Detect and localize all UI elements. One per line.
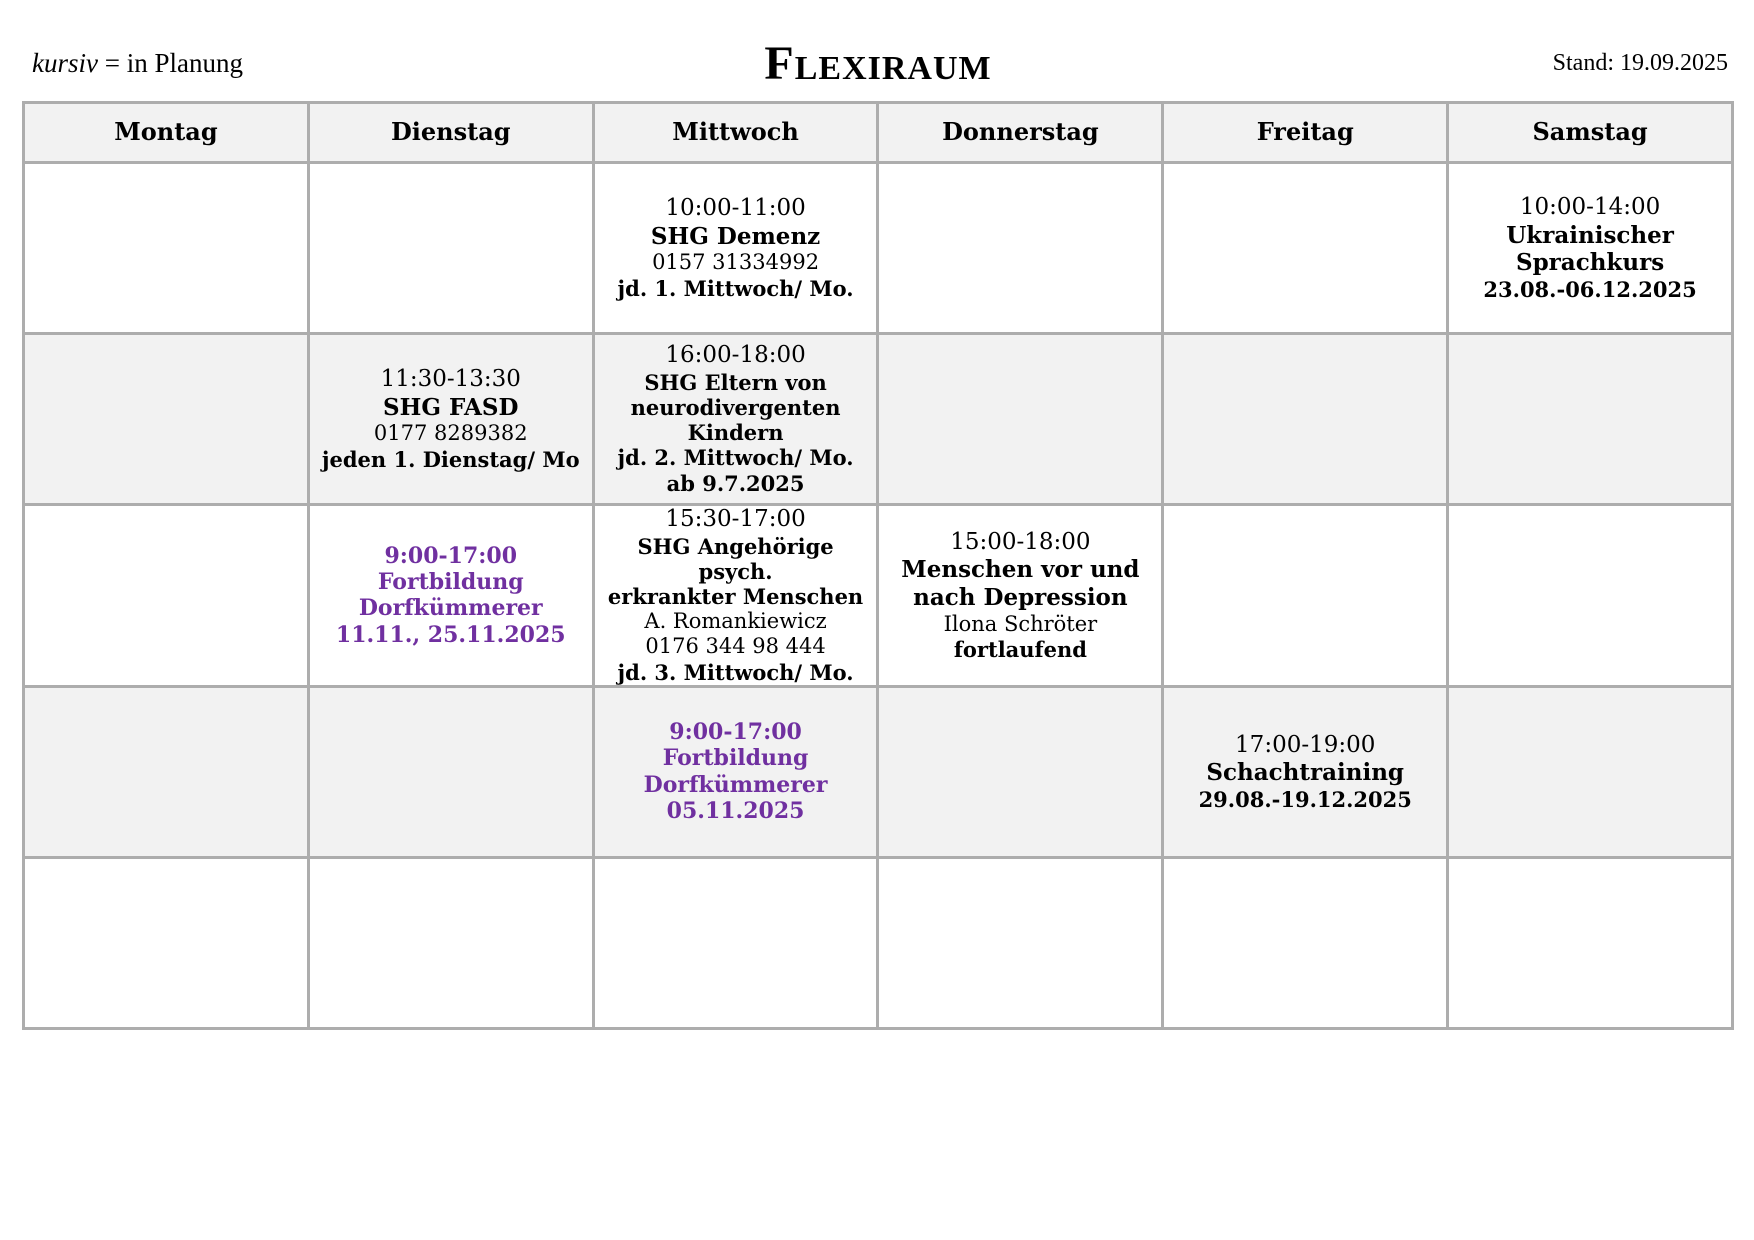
event-time: 15:00-18:00 bbox=[950, 528, 1091, 555]
event-schachtraining bbox=[1163, 686, 1448, 857]
event-name-line-2: nach Depression bbox=[913, 583, 1128, 611]
event-name-line-1: Menschen vor und bbox=[901, 556, 1140, 584]
event-name-line-1: Fortbildung bbox=[662, 745, 809, 772]
cell-montag-5 bbox=[24, 857, 309, 1028]
event-contact: Ilona Schröter bbox=[943, 611, 1098, 636]
page-title: Flexiraum bbox=[764, 37, 992, 90]
cell-montag-3 bbox=[24, 505, 309, 687]
event-date-range: 23.08.-06.12.2025 bbox=[1483, 276, 1697, 302]
event-recurrence: jd. 3. Mittwoch/ Mo. bbox=[617, 659, 854, 685]
schedule-table bbox=[22, 101, 1734, 1030]
cell-montag-2 bbox=[24, 334, 309, 505]
event-recurrence: jd. 1. Mittwoch/ Mo. bbox=[617, 275, 854, 301]
cell-donnerstag-4 bbox=[878, 686, 1163, 857]
cell-freitag-1 bbox=[1163, 163, 1448, 334]
cell-freitag-2 bbox=[1163, 334, 1448, 505]
schedule-row-3 bbox=[24, 505, 1733, 687]
event-name-line-1: SHG Angehörige psych. bbox=[637, 533, 834, 584]
event-phone: 0157 31334992 bbox=[652, 250, 820, 275]
event-phone: 0177 8289382 bbox=[373, 421, 528, 446]
event-name-line-1: Ukrainischer bbox=[1506, 221, 1674, 249]
schedule-row-4 bbox=[24, 686, 1733, 857]
day-header-samstag: Samstag bbox=[1448, 103, 1733, 163]
day-header-mittwoch: Mittwoch bbox=[593, 103, 878, 163]
event-time: 15:30-17:00 bbox=[665, 506, 806, 532]
event-name-line-2: erkrankter Menschen bbox=[607, 583, 864, 609]
event-fortbildung-mittwoch bbox=[593, 686, 878, 857]
schedule-row-1 bbox=[24, 163, 1733, 334]
cell-dienstag-5 bbox=[308, 857, 593, 1028]
event-time: 10:00-14:00 bbox=[1519, 194, 1661, 221]
event-fortbildung-dienstag bbox=[308, 505, 593, 687]
event-time: 11:30-13:30 bbox=[380, 366, 521, 393]
event-menschen-depression bbox=[878, 505, 1163, 687]
cell-freitag-5 bbox=[1163, 857, 1448, 1028]
event-name-line-2: neurodivergenten bbox=[630, 395, 841, 421]
cell-samstag-2 bbox=[1448, 334, 1733, 505]
cell-dienstag-4 bbox=[308, 686, 593, 857]
cell-donnerstag-2 bbox=[878, 334, 1163, 505]
event-dates: 11.11., 25.11.2025 bbox=[335, 621, 566, 648]
schedule-row-2 bbox=[24, 334, 1733, 505]
event-name-line-2: Sprachkurs bbox=[1515, 249, 1665, 277]
cell-donnerstag-1 bbox=[878, 163, 1163, 334]
event-recurrence: jd. 2. Mittwoch/ Mo. bbox=[617, 445, 854, 471]
weekday-header-row bbox=[24, 103, 1733, 163]
event-ukrainischer-sprachkurs bbox=[1448, 163, 1733, 334]
event-name-line-1: SHG Eltern von bbox=[644, 369, 827, 395]
legend-italic-sample: kursiv bbox=[32, 48, 98, 78]
event-time: 17:00-19:00 bbox=[1235, 731, 1376, 758]
cell-montag-4 bbox=[24, 686, 309, 857]
day-header-donnerstag: Donnerstag bbox=[878, 103, 1163, 163]
page-header bbox=[22, 30, 1734, 90]
event-recurrence: fortlaufend bbox=[953, 636, 1087, 662]
cell-dienstag-1 bbox=[308, 163, 593, 334]
day-header-dienstag: Dienstag bbox=[308, 103, 593, 163]
event-time: 16:00-18:00 bbox=[665, 342, 806, 369]
event-time: 9:00-17:00 bbox=[669, 718, 802, 745]
event-name-line-2: Dorfkümmerer bbox=[643, 771, 828, 798]
event-time: 10:00-11:00 bbox=[665, 195, 806, 222]
cell-montag-1 bbox=[24, 163, 309, 334]
cell-samstag-3 bbox=[1448, 505, 1733, 687]
event-shg-fasd bbox=[308, 334, 593, 505]
event-dates: 05.11.2025 bbox=[666, 798, 805, 825]
event-time: 9:00-17:00 bbox=[384, 542, 517, 569]
event-phone: 0176 344 98 444 bbox=[645, 634, 826, 659]
event-name: SHG FASD bbox=[383, 393, 519, 421]
event-shg-demenz bbox=[593, 163, 878, 334]
event-recurrence: jeden 1. Dienstag/ Mo bbox=[321, 446, 580, 472]
day-header-freitag: Freitag bbox=[1163, 103, 1448, 163]
stand-date: Stand: 19.09.2025 bbox=[1552, 50, 1728, 76]
event-name-line-2: Dorfkümmerer bbox=[358, 595, 543, 622]
event-contact: A. Romankiewicz bbox=[644, 609, 827, 634]
legend-text: = in Planung bbox=[97, 48, 243, 78]
event-name: Schachtraining bbox=[1206, 759, 1405, 787]
cell-donnerstag-5 bbox=[878, 857, 1163, 1028]
event-shg-angehoerige bbox=[593, 505, 878, 687]
event-name: SHG Demenz bbox=[650, 222, 821, 250]
cell-samstag-5 bbox=[1448, 857, 1733, 1028]
schedule-row-5 bbox=[24, 857, 1733, 1028]
event-date-range: 29.08.-19.12.2025 bbox=[1198, 786, 1412, 812]
cell-mittwoch-5 bbox=[593, 857, 878, 1028]
event-shg-eltern bbox=[593, 334, 878, 505]
event-start-date: ab 9.7.2025 bbox=[666, 470, 805, 496]
event-name-line-1: Fortbildung bbox=[377, 568, 524, 595]
event-name-line-3: Kindern bbox=[687, 420, 784, 446]
day-header-montag: Montag bbox=[24, 103, 309, 163]
cell-freitag-3 bbox=[1163, 505, 1448, 687]
cell-samstag-4 bbox=[1448, 686, 1733, 857]
